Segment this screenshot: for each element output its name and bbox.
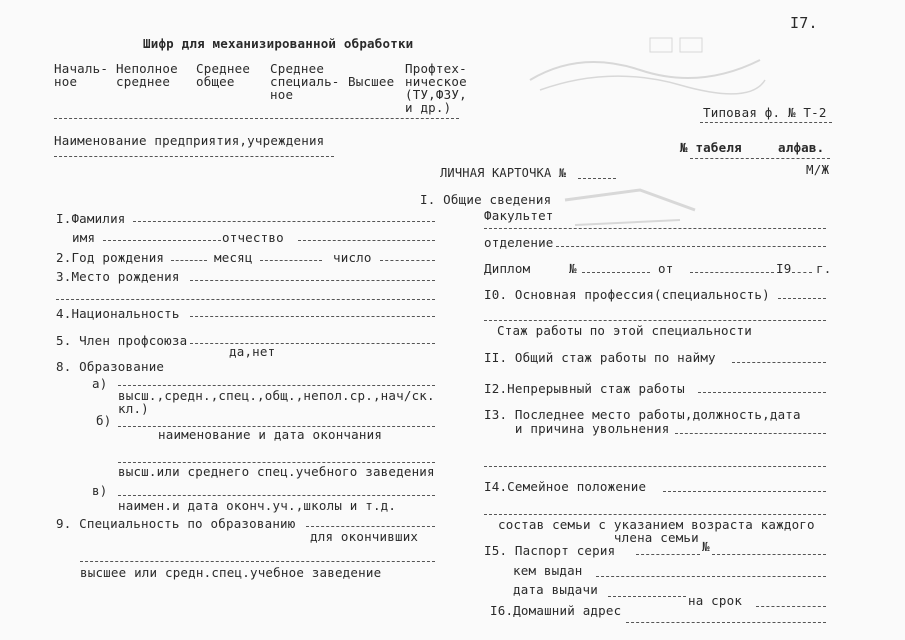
passport-no-label: № [702,539,710,554]
issue-date-label: дата выдачи [513,582,598,597]
main-profession-field-2[interactable] [484,320,826,321]
mj-label: М/Ж [806,162,830,177]
education-b-field-2[interactable] [118,462,435,463]
birth-month-field[interactable] [260,260,322,261]
alphabet-label: алфав. [778,140,825,155]
specialty-label: 9. Специальность по образованию [56,516,296,531]
union-field[interactable] [190,343,435,344]
last-job-label: I3. Последнее место работы,должность,дата и причина увольнения [484,407,801,436]
diploma-no-label: № [569,261,577,276]
term-field[interactable] [756,606,826,607]
nationality-field[interactable] [190,316,435,317]
diploma-from-label: от [658,261,674,276]
specialty-experience-label: Стаж работы по этой специальности [497,323,752,338]
passport-label: I5. Паспорт серия [484,543,616,558]
card-number-line [578,178,616,179]
tab-number-label: № табеля [680,140,742,155]
union-label: 5. Член профсоюза [56,333,188,348]
passport-number-field[interactable] [712,554,826,555]
total-experience-label: II. Общий стаж работы по найму [484,350,716,365]
education-v-marker: в) [92,483,108,498]
card-title: ЛИЧНАЯ КАРТОЧКА № [440,166,567,180]
specialty-hint: для окончивших [310,529,419,544]
birthplace-field[interactable] [190,280,435,281]
issued-by-field[interactable] [596,576,826,577]
birthplace-field-2[interactable] [56,299,435,300]
department-label: отделение [484,235,554,250]
education-b-marker: б) [96,413,112,428]
issued-by-label: кем выдан [513,563,583,578]
nationality-label: 4.Национальность [56,306,180,321]
continuous-experience-label: I2.Непрерывный стаж работы [484,381,685,396]
birth-day-field[interactable] [380,260,435,261]
home-address-field[interactable] [626,622,826,623]
education-a-field[interactable] [118,385,435,386]
org-name-line [54,156,334,157]
specialty-field[interactable] [306,526,435,527]
home-address-label: I6.Домашний адрес [490,603,622,618]
total-experience-field[interactable] [732,362,826,363]
name-label: имя [72,230,96,245]
continuous-experience-field[interactable] [698,392,826,393]
education-b-hint-2: высш.или среднего спец.учебного заведения [118,464,435,479]
diploma-label: Диплом [484,261,531,276]
specialty-field-2[interactable] [80,561,435,562]
education-a-hint: высш.,средн.,спец.,общ.,непол.ср.,нач/ск. кл.) [118,388,435,416]
watermark-stamp [520,30,770,100]
surname-field[interactable] [133,221,435,222]
surname-label: I.Фамилия [56,211,126,226]
birthplace-label: 3.Место рождения [56,269,180,284]
family-status-field[interactable] [663,491,826,492]
specialty-hint-2: высшее или средн.спец.учебное заведение [80,565,382,580]
faculty-field[interactable] [484,228,826,229]
term-label: на срок [688,593,743,608]
code-header: Шифр для механизированной обработки [143,36,414,51]
divider-form-type [700,122,832,123]
last-job-field[interactable] [675,433,826,434]
divider-tab [690,158,830,159]
patronymic-label: отчество [222,230,284,245]
birth-day-label: число [333,250,372,265]
patronymic-field[interactable] [298,240,435,241]
divider-codes [54,118,459,119]
faculty-label: Факультет [484,208,554,223]
edu-code-vocational: Профтех- ническое (ТУ,ФЗУ, и др.) [405,61,467,115]
watermark-marks-right [560,180,700,240]
name-field[interactable] [103,240,221,241]
passport-series-field[interactable] [636,554,700,555]
edu-code-incomplete-secondary: Неполное среднее [116,61,178,89]
birth-year-label: 2.Год рождения [56,250,165,265]
department-field[interactable] [556,246,826,247]
diploma-year-field[interactable] [792,272,812,273]
diploma-number-field[interactable] [582,272,650,273]
education-label: 8. Образование [56,359,165,374]
edu-code-higher: Высшее [348,74,395,89]
education-b-hint: наименование и дата окончания [158,427,383,442]
birth-year-field[interactable] [171,260,207,261]
edu-code-primary: Началь- ное [54,61,109,89]
education-v-hint: наимен.и дата оконч.уч.,школы и т.д. [118,498,397,513]
page-number: I7. [790,14,818,32]
birth-month-label: месяц [214,250,253,265]
diploma-year-suffix: г. [816,261,832,276]
education-a-marker: а) [92,376,108,391]
union-hint: да,нет [229,344,276,359]
org-name-label: Наименование предприятия,учреждения [54,133,325,148]
last-job-field-2[interactable] [484,466,826,467]
main-profession-field[interactable] [778,298,826,299]
form-type: Типовая ф. № Т-2 [703,105,827,120]
main-profession-label: I0. Основная профессия(специальность) [484,287,770,302]
edu-code-special-secondary: Среднее специаль- ное [270,61,340,102]
edu-code-general-secondary: Среднее общее [196,61,251,89]
diploma-date-field[interactable] [690,272,774,273]
family-composition-hint: состав семьи с указанием возраста каждого члена семьи [498,517,815,545]
family-composition-field[interactable] [484,514,826,515]
education-v-field[interactable] [118,495,435,496]
family-status-label: I4.Семейное положение [484,479,647,494]
diploma-year-prefix: I9 [776,261,792,276]
section-title: I. Общие сведения [420,192,552,207]
issue-date-field[interactable] [608,596,686,597]
